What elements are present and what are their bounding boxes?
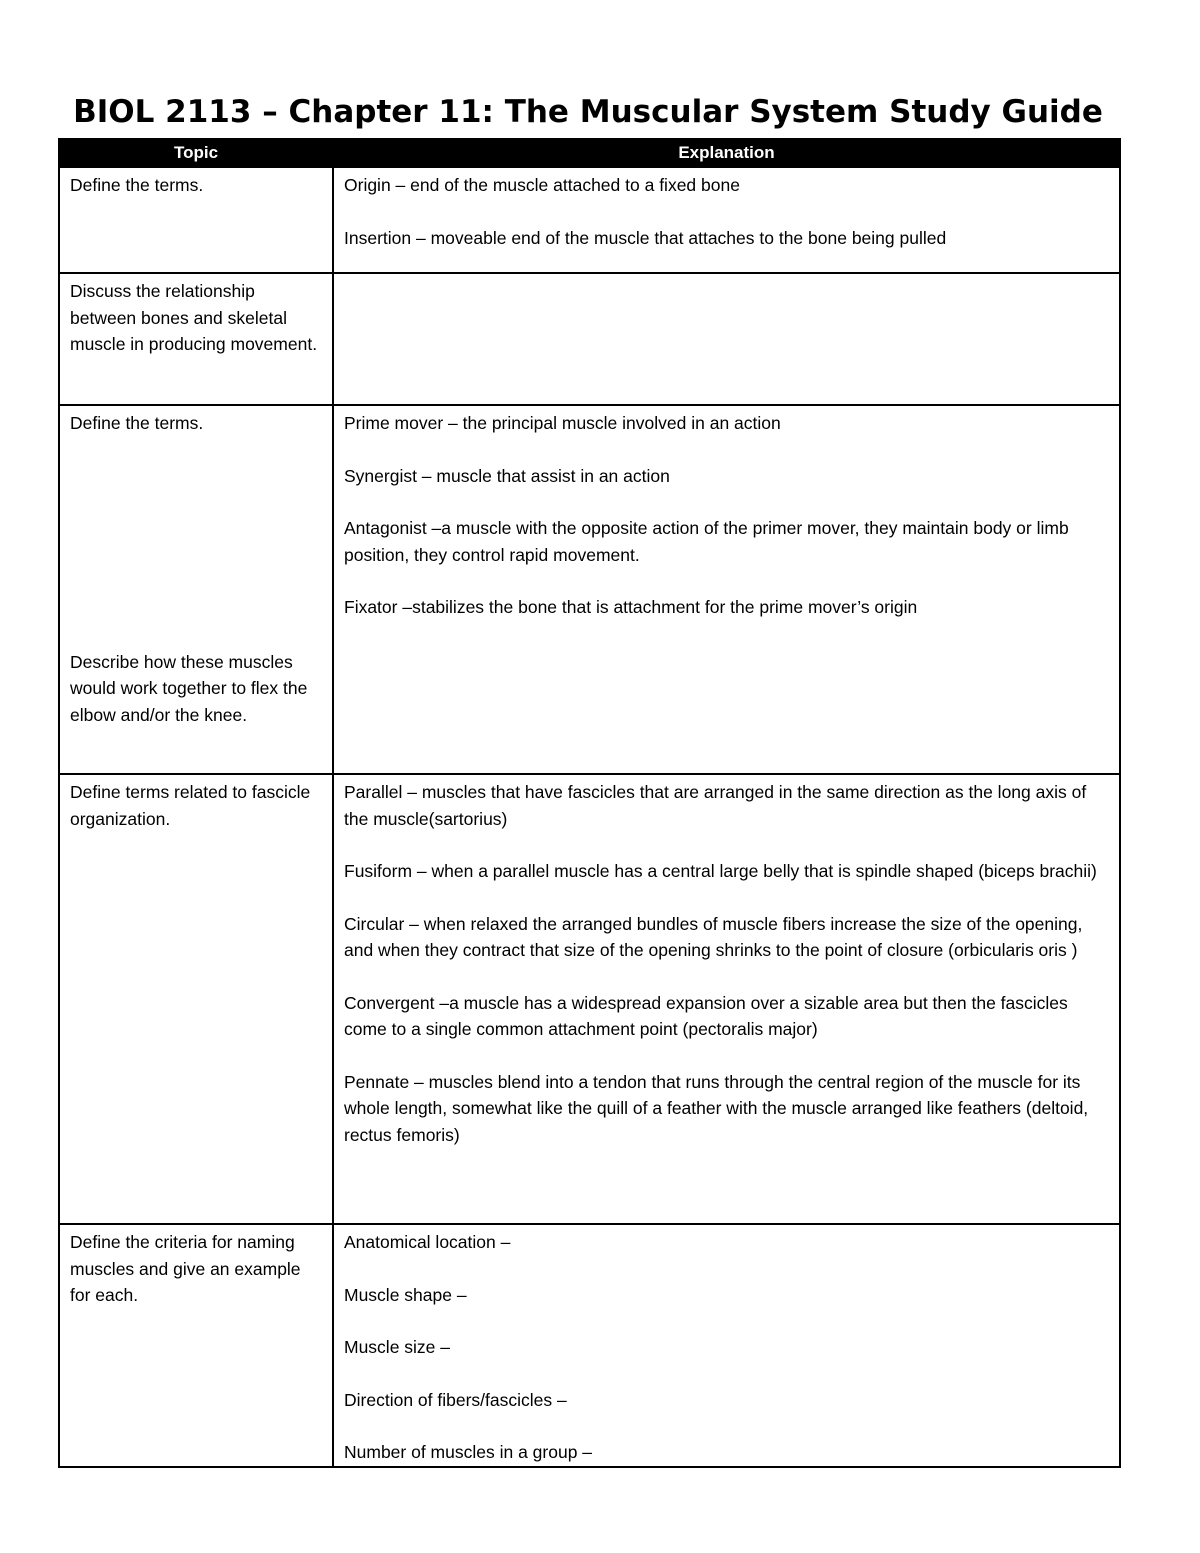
explanation-text: Anatomical location – (344, 1232, 511, 1252)
topic-text: Define the terms. (70, 175, 204, 195)
column-header-explanation: Explanation (333, 139, 1120, 167)
table-row (59, 774, 1120, 1224)
explanation-text: Direction of fibers/fascicles – (344, 1389, 567, 1410)
table-header-row (59, 139, 1120, 167)
explanation-text: Parallel – muscles that have fascicles that are arranged in the same direction as the long axis of the muscle(sartorius) (344, 782, 1087, 829)
explanation-text: Circular – when relaxed the arranged bundles of muscle fibers increase the size of the opening, and when they contract that size of the opening shrinks to the point of closure (orbicularis oris ) (344, 913, 1083, 960)
explanation-text: Fusiform – when a parallel muscle has a central large belly that is spindle shaped (biceps brachii) (344, 861, 1097, 881)
explanation-text: Antagonist –a muscle with the opposite action of the primer mover, they maintain body or limb position, they control rapid movement. (344, 518, 1069, 565)
explanation-text: Number of muscles in a group – (344, 1442, 593, 1462)
topic-text: Describe how these muscles would work together to flex the elbow and/or the knee. (70, 651, 308, 725)
topic-cell (59, 774, 333, 1224)
explanation-text: Pennate – muscles blend into a tendon that runs through the central region of the muscle for its whole length, somewhat like the quill of a feather with the muscle arranged like feathers (deltoid, rectus femoris) (344, 1071, 1089, 1145)
topic-text: Define the terms. (70, 413, 204, 433)
explanation-text: Muscle size – (344, 1337, 451, 1357)
explanation-text: Insertion – moveable end of the muscle that attaches to the bone being pulled (344, 227, 947, 248)
topic-cell (59, 405, 333, 774)
topic-spacer (70, 437, 322, 649)
explanation-cell[interactable] (333, 405, 1120, 774)
explanation-cell[interactable] (333, 774, 1120, 1224)
table-row (59, 273, 1120, 405)
topic-text: Define the criteria for naming muscles and give an example for each. (70, 1232, 301, 1305)
explanation-cell-empty[interactable] (333, 273, 1120, 405)
column-header-topic: Topic (59, 139, 333, 167)
explanation-text: Synergist – muscle that assist in an action (344, 465, 670, 486)
explanation-text: Origin – end of the muscle attached to a fixed bone (344, 175, 740, 195)
explanation-text: Fixator –stabilizes the bone that is attachment for the prime mover’s origin (344, 597, 918, 617)
topic-text: Discuss the relationship between bones and skeletal muscle in producing movement. (70, 281, 318, 354)
explanation-text: Convergent –a muscle has a widespread expansion over a sizable area but then the fascicles come to a single common attachment point (pectoralis major) (344, 992, 1068, 1039)
explanation-cell[interactable] (333, 167, 1120, 273)
explanation-text: Muscle shape – (344, 1284, 467, 1305)
page-title: BIOL 2113 – Chapter 11: The Muscular System Study Guide (73, 94, 1103, 130)
table-row (59, 167, 1120, 273)
explanation-cell[interactable] (333, 1224, 1120, 1467)
topic-cell (59, 1224, 333, 1467)
table-row (59, 1224, 1120, 1467)
table-row (59, 405, 1120, 774)
study-guide-table (58, 138, 1121, 1468)
topic-cell (59, 167, 333, 273)
topic-text: Define terms related to fascicle organization. (70, 782, 311, 829)
explanation-text: Prime mover – the principal muscle involved in an action (344, 413, 781, 433)
topic-cell (59, 273, 333, 405)
